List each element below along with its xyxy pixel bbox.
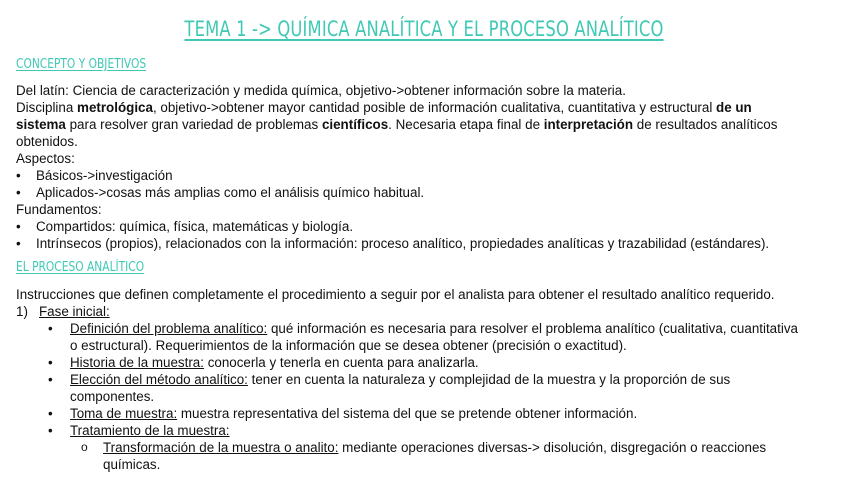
paragraph-latin: Del latín: Ciencia de caracterización y medida química, objetivo->obtener información sobre la materia. <box>16 83 626 98</box>
list-item-aspecto: Básicos->investigación <box>36 168 173 183</box>
bullet-icon: • <box>48 321 53 336</box>
aspectos-label: Aspectos: <box>16 151 75 166</box>
list-item-fase-cont: o estructural). Requerimientos de la información que se desea obtener (precisión o exactitud). <box>70 338 627 353</box>
bullet-icon: • <box>48 355 53 370</box>
paragraph-disciplina-line3: obtenidos. <box>16 134 78 149</box>
section-heading-proceso: EL PROCESO ANALÍTICO <box>16 260 145 275</box>
fundamentos-label: Fundamentos: <box>16 202 102 217</box>
bullet-icon: • <box>16 236 21 251</box>
bullet-icon: • <box>16 185 21 200</box>
list-item-fundamento: Intrínsecos (propios), relacionados con la información: proceso analítico, propiedades analíticas y trazabilidad (estándares). <box>36 236 770 251</box>
paragraph-disciplina-line1: Disciplina metrológica, objetivo->obtener mayor cantidad posible de información cualitativa, cuantitativa y estructural de un <box>16 100 752 115</box>
bullet-icon: • <box>16 168 21 183</box>
list-item-fase: Historia de la muestra: conocerla y tenerla en cuenta para analizarla. <box>70 355 479 370</box>
list-item-fase-cont: componentes. <box>70 389 155 404</box>
bullet-icon: • <box>48 406 53 421</box>
list-item-fase: Elección del método analítico: tener en cuenta la naturaleza y complejidad de la muestra y la proporción de sus <box>70 372 731 387</box>
bullet-icon: • <box>16 219 21 234</box>
bullet-icon: • <box>48 372 53 387</box>
bullet-icon: • <box>48 423 53 438</box>
paragraph-disciplina-line2: sistema para resolver gran variedad de problemas científicos. Necesaria etapa final de interpretación de resultados analíticos <box>16 117 778 132</box>
list-item-fase: Definición del problema analítico: qué información es necesaria para resolver el problema analítico (cualitativa, cuantitativa <box>70 321 798 336</box>
page-title: TEMA 1 -> QUÍMICA ANALÍTICA Y EL PROCESO ANALÍTICO <box>184 17 664 41</box>
list-item-fase: Tratamiento de la muestra: <box>70 423 230 438</box>
sub-list-item: Transformación de la muestra o analito: mediante operaciones diversas-> disolución, disgregación o reacciones <box>103 440 767 455</box>
list-item-aspecto: Aplicados->cosas más amplias como el análisis químico habitual. <box>36 185 425 200</box>
step-label: Fase inicial: <box>39 304 110 319</box>
sub-list-item-cont: químicas. <box>103 457 161 472</box>
list-item-fundamento: Compartidos: química, física, matemáticas y biología. <box>36 219 354 234</box>
circle-bullet-icon: o <box>81 440 88 454</box>
paragraph-instrucciones: Instrucciones que definen completamente el procedimiento a seguir por el analista para obtener el resultado analítico requerido. <box>16 287 775 302</box>
step-number: 1) <box>16 304 28 319</box>
list-item-fase: Toma de muestra: muestra representativa del sistema del que se pretende obtener información. <box>70 406 638 421</box>
section-heading-concepto: CONCEPTO Y OBJETIVOS <box>16 57 147 72</box>
